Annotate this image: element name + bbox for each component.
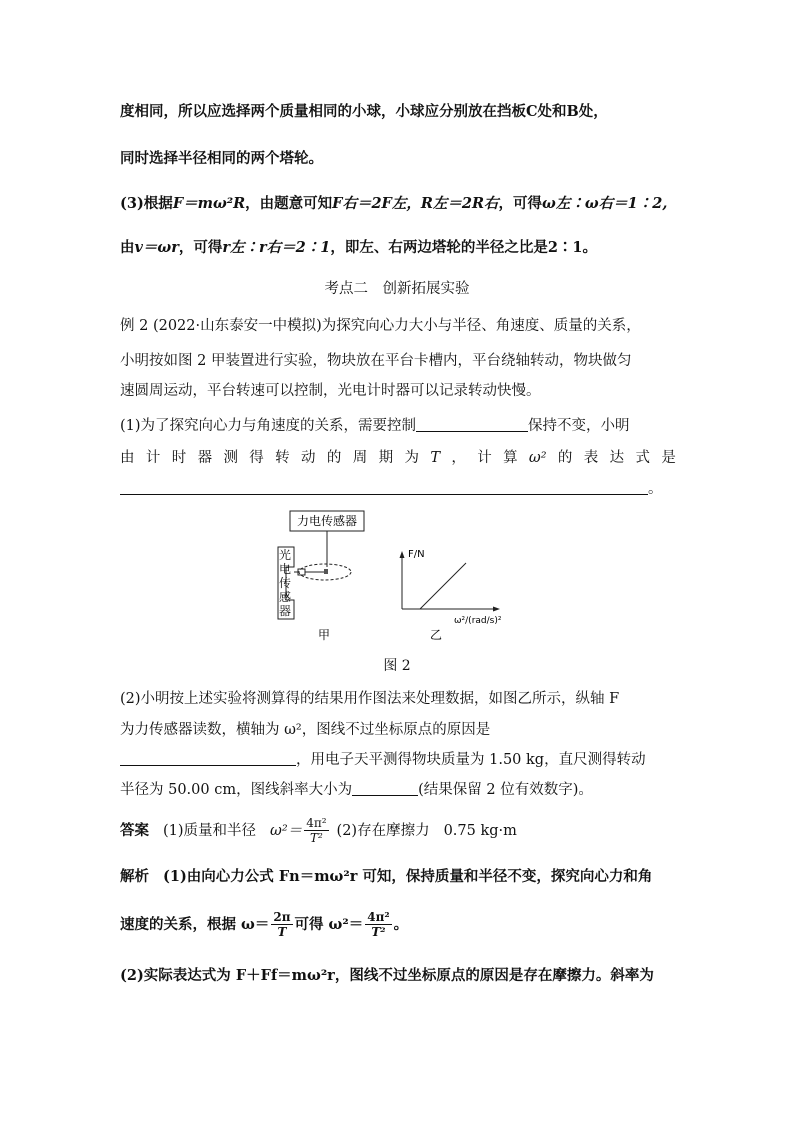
question-1-line-3: [120, 479, 663, 499]
photo-sensor-label: [278, 548, 292, 618]
p3-b: ，由题意可知: [245, 195, 333, 212]
example-line-2: 小明按如图 2 甲装置进行实验，物块放在平台卡槽内，平台绕轴转动，物块做匀: [120, 353, 632, 369]
analysis-line1-text: (1)由向心力公式 Fn＝mω²r 可知，保持质量和半径不变，探究向心力和角: [163, 868, 653, 885]
question-1-line-2: [120, 448, 676, 468]
analysis-line-3: (2)实际表达式为 F＋Ff＝mω²r，图线不过坐标原点的原因是存在摩擦力。斜率为: [120, 967, 654, 984]
label-yi: 乙: [430, 628, 443, 642]
q2-line3-text: ，用电子天平测得物块质量为 1.50 kg，直尺测得转动: [296, 752, 646, 768]
answer-fraction: $\frac{\text{4π²}}{\text{T²}}$: [306, 816, 327, 845]
q1-line2-glyph: ，: [451, 450, 466, 466]
q1-line2-glyph: 时: [171, 450, 187, 466]
figure-2: [270, 505, 530, 645]
text-line-4: [120, 238, 597, 258]
q1-line2-glyph: 由: [120, 450, 135, 466]
analysis-fraction-1: $\frac{2\pi}{T}$: [273, 910, 291, 939]
analysis-line2c: 。: [393, 915, 409, 933]
photo-sensor-char: 传: [278, 576, 291, 590]
q1-line2-glyph: ω²: [528, 450, 547, 466]
text-line-3: [120, 194, 667, 214]
analysis-line-1: [120, 867, 652, 887]
question-1-line-1: [120, 416, 630, 436]
photo-sensor-char: 感: [278, 590, 291, 604]
q1-line2-glyph: 的: [326, 450, 342, 466]
data-line: [420, 563, 466, 609]
q1-text-a: (1)为了探究向心力与角速度的关系，需要控制: [120, 418, 417, 434]
p3-d: ，可得: [498, 195, 543, 212]
q1-line2-glyph: 动: [301, 450, 316, 466]
x-arrow: [493, 607, 500, 612]
photo-sensor-char: 电: [278, 562, 291, 576]
q1-line2-glyph: T: [430, 450, 440, 466]
answer-label: 答案: [120, 821, 149, 839]
photo-sensor-char: 光: [278, 548, 291, 562]
q1-blank-1[interactable]: [416, 417, 528, 432]
q1-line2-glyph: 转: [275, 450, 290, 466]
answer-part2: (2)存在摩擦力: [336, 822, 430, 839]
p4-formula: v＝ωr: [134, 239, 179, 256]
analysis-label: 解析: [120, 868, 149, 885]
q1-line2-glyph: 是: [661, 450, 676, 466]
q1-blank-2[interactable]: [120, 480, 648, 495]
p4-d: ，即左、右两边塔轮的半径之比是2∶1。: [330, 239, 598, 256]
example-line-3: 速圆周运动，平台转速可以控制，光电计时器可以记录转动快慢。: [120, 383, 541, 399]
figure-caption: 图 2: [383, 658, 411, 674]
label-jia: 甲: [318, 628, 331, 642]
answer-line: [120, 816, 517, 845]
text-line-2: 同时选择半径相同的两个塔轮。: [120, 150, 323, 167]
q1-line2-glyph: 得: [249, 450, 264, 466]
q1-line2-glyph: 计: [477, 450, 492, 466]
q1-line2-glyph: 期: [378, 450, 394, 466]
q2-line4-b: (结果保留 2 位有效数字)。: [418, 782, 593, 798]
q1-line2-glyph: 器: [197, 450, 213, 466]
answer-part3: 0.75 kg·m: [443, 822, 517, 839]
q1-line2-glyph: 的: [557, 450, 573, 466]
example-line-1: 例 2 (2022·山东泰安一中模拟)为探究向心力大小与半径、角速度、质量的关系，: [120, 318, 641, 334]
force-sensor-label: 力电传感器: [296, 514, 358, 528]
y-arrow: [400, 551, 405, 558]
analysis-line-2: [120, 910, 408, 939]
answer-part1: (1)质量和半径: [163, 822, 257, 839]
question-2-line-3: [120, 750, 646, 770]
q1-line2-glyph: 表: [583, 450, 599, 466]
q1-line2-glyph: 测: [223, 450, 238, 466]
q1-line2-glyph: 为: [404, 450, 419, 466]
axis-center: [324, 569, 328, 574]
question-2-line-1: (2)小明按上述实验将测算得的结果用作图法来处理数据，如图乙所示，纵轴 F: [120, 691, 620, 707]
p3-a: (3)根据: [120, 195, 173, 212]
question-2-line-2: 为力传感器读数，横轴为 ω²，图线不过坐标原点的原因是: [120, 722, 491, 738]
p3-e: ω左∶ω右＝1∶2,: [542, 195, 668, 212]
q1-line2-glyph: 算: [503, 450, 518, 466]
p4-b: ，可得: [178, 239, 223, 256]
q1-line2-glyph: 周: [352, 450, 368, 466]
q1-line2-glyph: 式: [635, 450, 650, 466]
p3-formula: F＝mω²R: [172, 195, 246, 212]
photo-sensor-char: 器: [278, 604, 291, 618]
q2-blank-2[interactable]: [352, 781, 418, 796]
x-axis-label: ω²/(rad/s)²: [454, 616, 502, 626]
section-title: 考点二 创新拓展实验: [324, 281, 470, 297]
text-line-1: 度相同，所以应选择两个质量相同的小球，小球应分别放在挡板C处和B处，: [120, 103, 608, 120]
p4-a: 由: [120, 239, 135, 256]
analysis-line2b: 可得 ω²＝: [294, 915, 364, 933]
q1-period: 。: [648, 481, 663, 497]
y-axis-label: F/N: [408, 549, 425, 560]
p4-c: r左∶r右＝2∶1: [222, 239, 331, 256]
answer-omega: ω²＝: [270, 822, 303, 839]
q1-line2-glyph: 达: [609, 450, 625, 466]
analysis-fraction-2: $\frac{\text{4π²}}{\text{T²}}$: [367, 910, 390, 939]
q1-text-b: 保持不变，小明: [528, 418, 630, 434]
q2-blank-1[interactable]: [120, 751, 296, 766]
q1-line2-glyph: 计: [145, 450, 161, 466]
q2-line4-a: 半径为 50.00 cm，图线斜率大小为: [120, 782, 353, 798]
analysis-line2a: 速度的关系，根据 ω＝: [120, 915, 270, 933]
p3-c: F右＝2F左，R左＝2R右: [332, 195, 499, 212]
question-2-line-4: [120, 780, 593, 800]
